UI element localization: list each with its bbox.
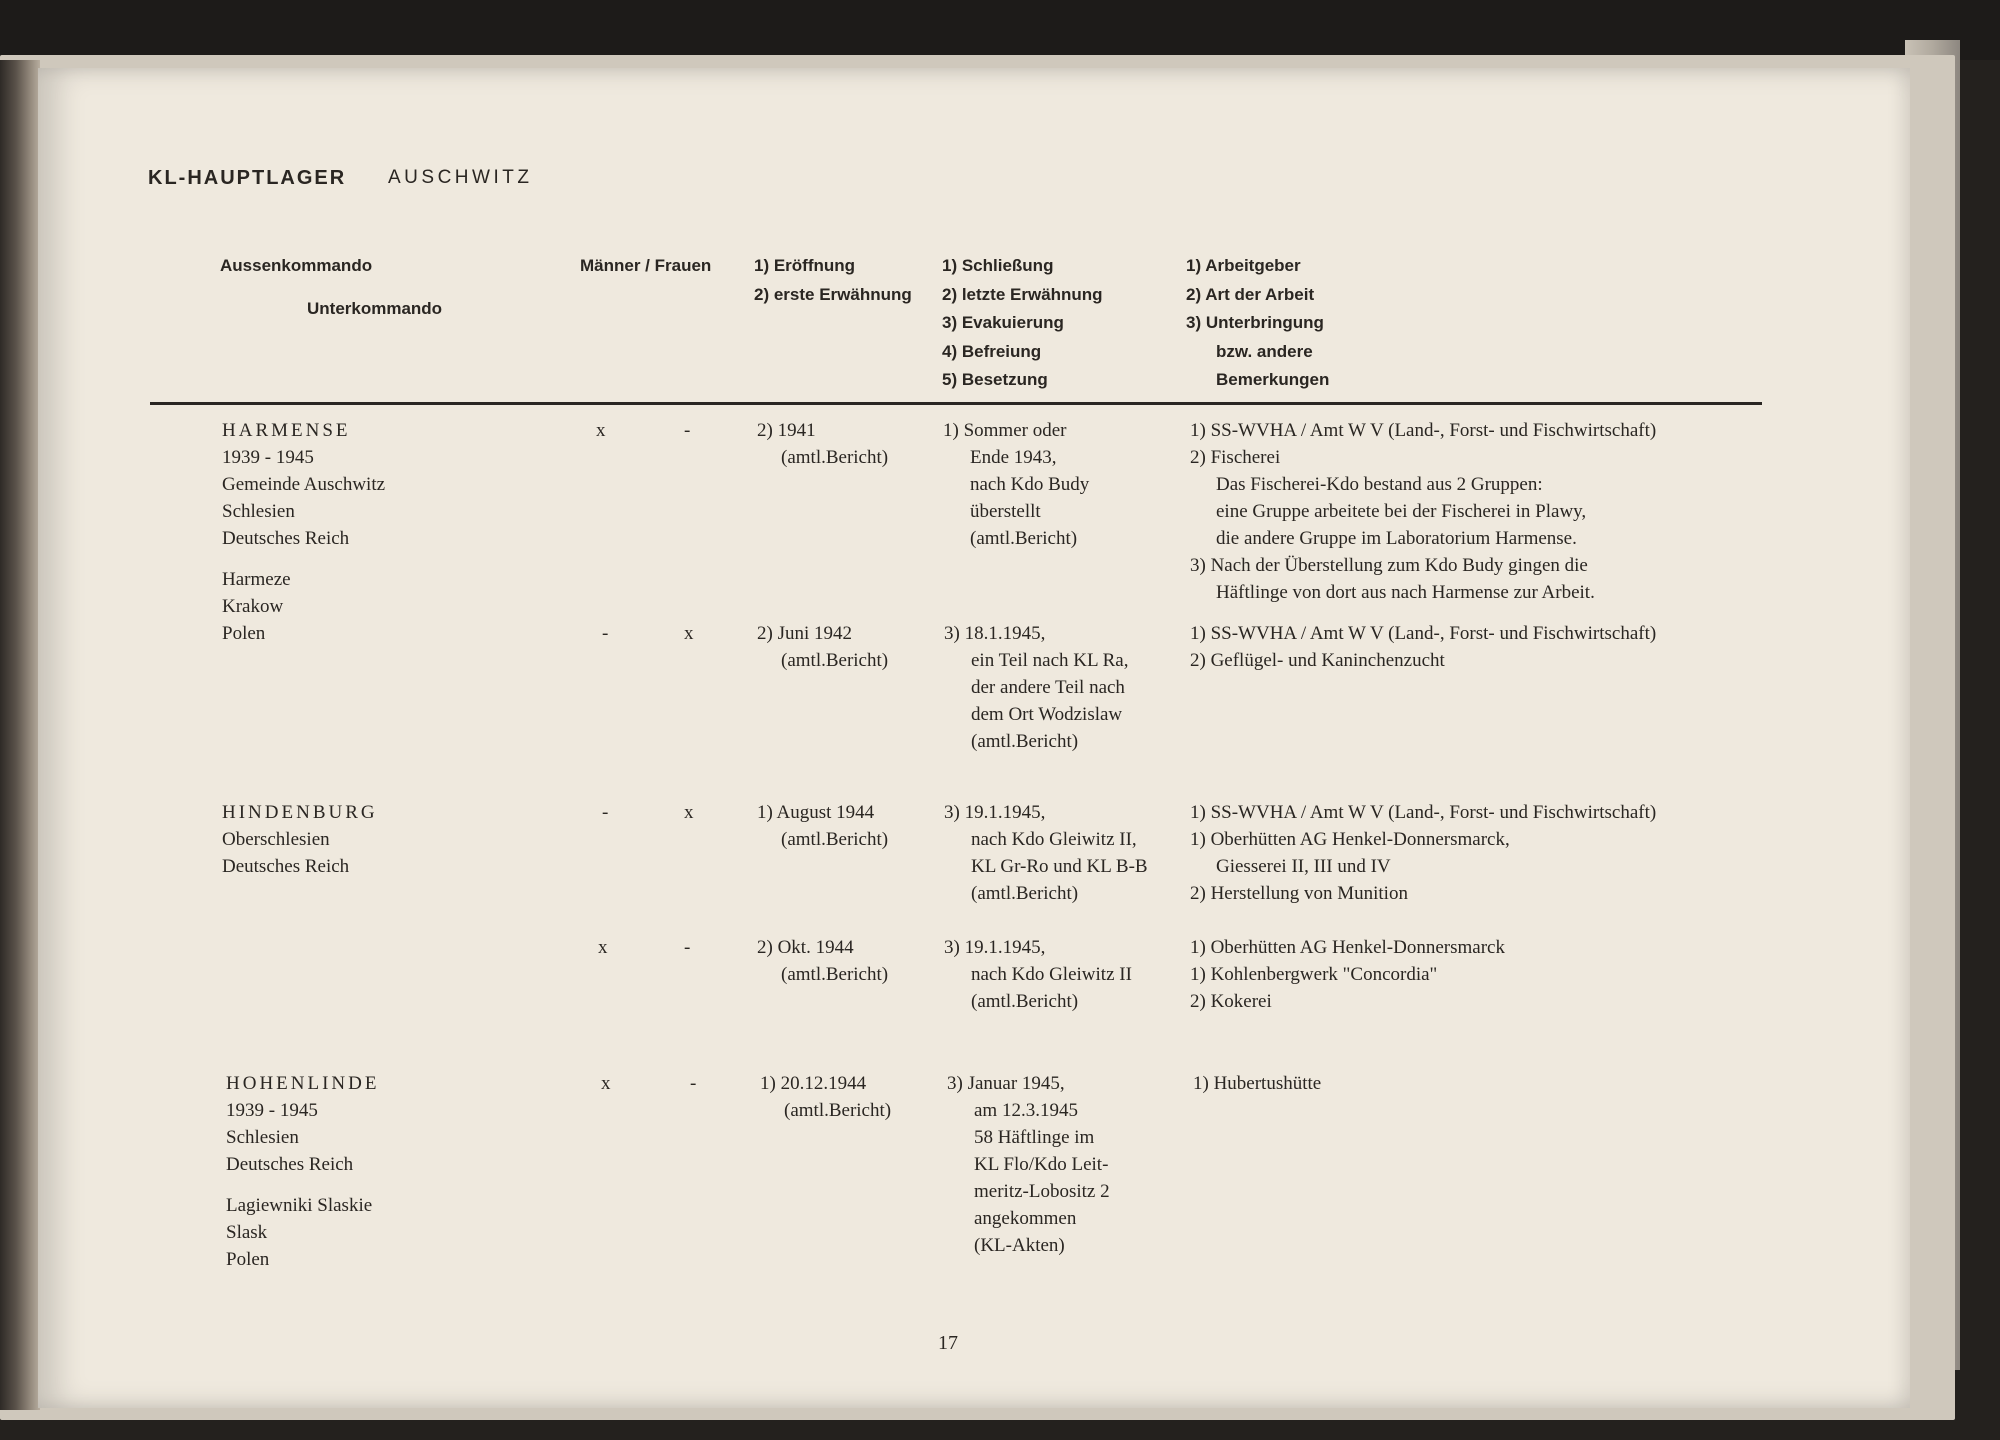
employer-cell (1190, 417, 1656, 606)
col-arbeitgeber-line: bzw. andere (1216, 341, 1313, 361)
opening-line: (amtl.Bericht) (781, 447, 889, 468)
col-eroeffnung-line: 2) erste Erwähnung (754, 284, 912, 304)
closing-line: (amtl.Bericht) (971, 991, 1079, 1012)
employer-line: 1) SS-WVHA / Amt W V (Land-, Forst- und Fischwirtschaft) (1190, 623, 1657, 644)
place-line: 1939 - 1945 (222, 447, 314, 468)
employer-line: 2) Fischerei (1190, 447, 1281, 468)
title-bold: KL-HAUPTLAGER (148, 167, 347, 189)
opening-line: (amtl.Bericht) (784, 1100, 892, 1121)
employer-line: Häftlinge von dort aus nach Harmense zur Arbeit. (1216, 582, 1595, 603)
men-mark: - (602, 802, 609, 823)
employer-line: Giesserei II, III und IV (1216, 856, 1391, 877)
col-eroeffnung-line: 1) Eröffnung (754, 256, 856, 275)
closing-line: überstellt (970, 501, 1041, 522)
closing-line: 58 Häftlinge im (974, 1127, 1095, 1148)
employer-line: 2) Geflügel- und Kaninchenzucht (1190, 650, 1445, 671)
closing-line: Ende 1943, (970, 447, 1057, 468)
opening-line: 2) Juni 1942 (757, 623, 852, 644)
employer-line: Das Fischerei-Kdo bestand aus 2 Gruppen: (1216, 474, 1543, 495)
employer-line: die andere Gruppe im Laboratorium Harmense. (1216, 528, 1577, 549)
closing-line: nach Kdo Gleiwitz II (971, 964, 1132, 985)
closing-line: dem Ort Wodzislaw (971, 704, 1123, 725)
employer-cell (1190, 934, 1505, 1015)
employer-line: 2) Kokerei (1190, 991, 1272, 1012)
place-line: Schlesien (222, 501, 295, 522)
closing-line: ein Teil nach KL Ra, (971, 650, 1129, 671)
col-arbeitgeber (1186, 252, 1329, 395)
col-arbeitgeber-line: 1) Arbeitgeber (1186, 256, 1301, 275)
col-eroeffnung (754, 252, 912, 309)
closing-cell (943, 417, 1089, 552)
employer-line: 1) Hubertushütte (1193, 1073, 1322, 1094)
employer-line: 2) Herstellung von Munition (1190, 883, 1408, 904)
col-schliessung-line: 5) Besetzung (942, 370, 1048, 389)
opening-line: (amtl.Bericht) (781, 650, 889, 671)
opening-line: (amtl.Bericht) (781, 829, 889, 850)
opening-line: 1) August 1944 (757, 802, 875, 823)
opening-cell (757, 417, 888, 471)
employer-line: 3) Nach der Überstellung zum Kdo Budy gingen die (1190, 555, 1588, 576)
women-mark: - (684, 420, 691, 441)
opening-cell (760, 1070, 891, 1124)
col-unterkommando: Unterkommando (307, 299, 443, 318)
men-mark: x (601, 1073, 611, 1094)
closing-line: meritz-Lobositz 2 (974, 1181, 1110, 1202)
closing-cell (944, 934, 1132, 1015)
closing-line: (KL-Akten) (974, 1235, 1065, 1256)
closing-line: nach Kdo Budy (970, 474, 1090, 495)
employer-line: eine Gruppe arbeitete bei der Fischerei in Plawy, (1216, 501, 1587, 522)
place-line: Deutsches Reich (222, 856, 350, 877)
place-alt-line: Polen (222, 623, 266, 644)
place-line: Deutsches Reich (222, 528, 350, 549)
closing-line: 1) Sommer oder (943, 420, 1067, 441)
header-rule (150, 402, 1762, 405)
opening-line: (amtl.Bericht) (781, 964, 889, 985)
employer-line: 1) Oberhütten AG Henkel-Donnersmarck (1190, 937, 1505, 958)
place-alt-line: Polen (226, 1249, 270, 1270)
women-mark: x (684, 802, 694, 823)
closing-line: (amtl.Bericht) (971, 731, 1079, 752)
men-mark: x (598, 937, 608, 958)
closing-line: angekommen (974, 1208, 1077, 1229)
col-arbeitgeber-line: Bemerkungen (1216, 370, 1330, 389)
col-maenner-frauen: Männer / Frauen (580, 256, 712, 275)
row-hohenlinde-place (226, 1070, 379, 1273)
place-line: Gemeinde Auschwitz (222, 474, 386, 495)
place-line: 1939 - 1945 (226, 1100, 318, 1121)
opening-line: 1) 20.12.1944 (760, 1073, 867, 1094)
place-name: HINDENBURG (222, 802, 378, 823)
closing-cell (944, 799, 1148, 907)
place-line: Schlesien (226, 1127, 299, 1148)
employer-cell (1193, 1070, 1321, 1097)
row-harmense-place (222, 417, 385, 647)
opening-line: 2) Okt. 1944 (757, 937, 854, 958)
title-name: AUSCHWITZ (388, 167, 533, 188)
closing-cell (944, 620, 1128, 755)
opening-line: 2) 1941 (757, 420, 816, 441)
closing-line: KL Gr-Ro und KL B-B (971, 856, 1148, 877)
row-hindenburg-place (222, 799, 378, 880)
opening-cell (757, 934, 888, 988)
closing-line: (amtl.Bericht) (970, 528, 1078, 549)
men-mark: - (602, 623, 609, 644)
closing-line: der andere Teil nach (971, 677, 1125, 698)
col-aussenkommando: Aussenkommando (220, 256, 373, 275)
closing-line: KL Flo/Kdo Leit- (974, 1154, 1109, 1175)
women-mark: x (684, 623, 694, 644)
closing-line: nach Kdo Gleiwitz II, (971, 829, 1137, 850)
opening-cell (757, 799, 888, 853)
closing-cell (947, 1070, 1110, 1259)
closing-line: 3) 18.1.1945, (944, 623, 1046, 644)
place-line: Deutsches Reich (226, 1154, 354, 1175)
closing-line: 3) Januar 1945, (947, 1073, 1065, 1094)
place-alt-line: Slask (226, 1222, 268, 1243)
men-mark: x (596, 420, 606, 441)
employer-line: 1) SS-WVHA / Amt W V (Land-, Forst- und Fischwirtschaft) (1190, 420, 1657, 441)
place-line: Oberschlesien (222, 829, 330, 850)
place-name: HOHENLINDE (226, 1073, 380, 1094)
closing-line: am 12.3.1945 (974, 1100, 1078, 1121)
place-alt-line: Krakow (222, 596, 284, 617)
women-mark: - (684, 937, 691, 958)
closing-line: 3) 19.1.1945, (944, 802, 1046, 823)
place-name: HARMENSE (222, 420, 351, 441)
col-schliessung-line: 3) Evakuierung (942, 313, 1064, 332)
women-mark: - (690, 1073, 697, 1094)
col-schliessung-line: 1) Schließung (942, 256, 1054, 275)
employer-line: 1) SS-WVHA / Amt W V (Land-, Forst- und Fischwirtschaft) (1190, 802, 1657, 823)
col-arbeitgeber-line: 2) Art der Arbeit (1186, 284, 1315, 304)
col-arbeitgeber-line: 3) Unterbringung (1186, 313, 1324, 332)
employer-line: 1) Oberhütten AG Henkel-Donnersmarck, (1190, 829, 1510, 850)
place-alt-line: Harmeze (222, 569, 291, 590)
closing-line: 3) 19.1.1945, (944, 937, 1046, 958)
place-alt-line: Lagiewniki Slaskie (226, 1195, 373, 1216)
employer-cell (1190, 799, 1656, 907)
employer-line: 1) Kohlenbergwerk "Concordia" (1190, 964, 1438, 985)
col-schliessung-line: 4) Befreiung (942, 341, 1042, 361)
col-schliessung-line: 2) letzte Erwähnung (942, 284, 1103, 304)
page-number: 17 (938, 1332, 958, 1354)
employer-cell (1190, 620, 1656, 674)
closing-line: (amtl.Bericht) (971, 883, 1079, 904)
col-schliessung (942, 252, 1103, 395)
opening-cell (757, 620, 888, 674)
